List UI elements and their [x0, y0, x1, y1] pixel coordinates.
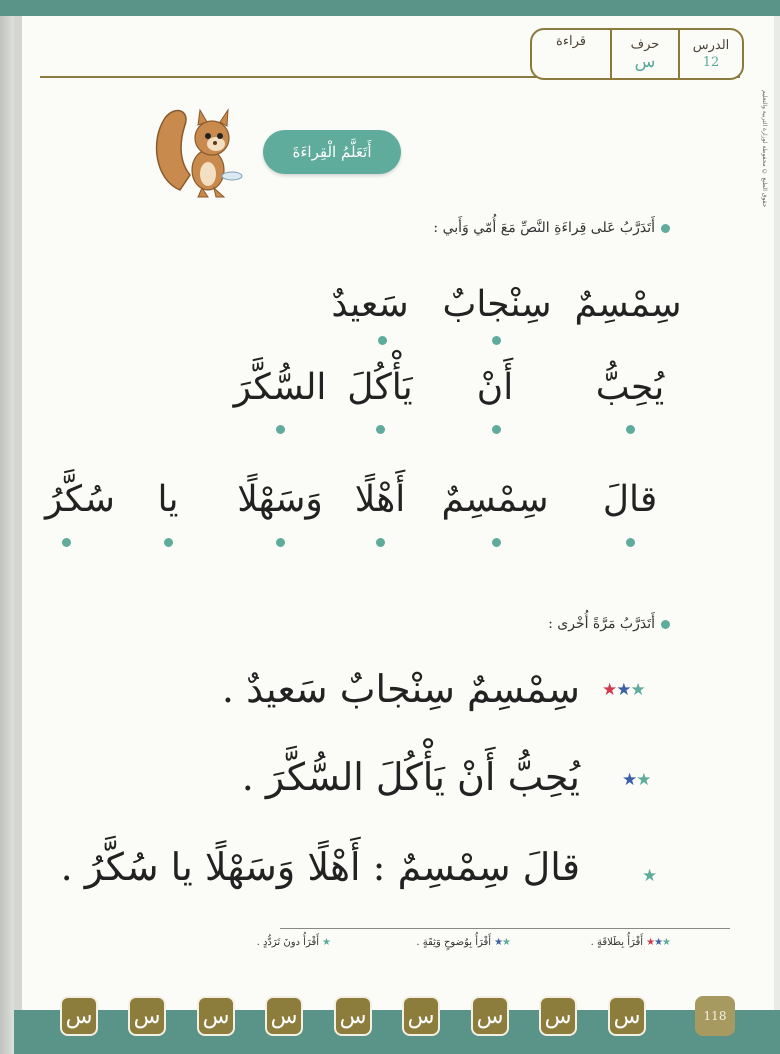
legend-hesitation: ★ أَقْرَأُ دونَ تَرَدُّدٍ . [256, 937, 330, 948]
word-row1-2: سِنْجابٌ [442, 284, 552, 325]
letter-cell [610, 30, 678, 78]
letter-tile: س [197, 996, 235, 1036]
legend-rule [280, 928, 730, 929]
word-row1-3: سَعيدٌ [331, 284, 409, 325]
lesson-cell [678, 30, 742, 78]
bullet-dot [661, 224, 670, 233]
sentence-3: قالَ سِمْسِمٌ : أَهْلًا وَسَهْلًا يا سُكَّرُ . [60, 845, 580, 889]
letter-tile: س [539, 996, 577, 1036]
letter-tile: س [608, 996, 646, 1036]
sound-dot [276, 538, 285, 547]
instruction-practice-again [548, 616, 670, 632]
sound-dot [626, 425, 635, 434]
letter-label: حرف [630, 36, 660, 52]
letter-tile: س [402, 996, 440, 1036]
legend-text: أَقْرَأُ بِطَلاقَةٍ . [590, 937, 644, 948]
sound-dot [626, 538, 635, 547]
word-row2-1: يُحِبُّ [595, 367, 665, 408]
word-row3-1: قالَ [602, 479, 658, 520]
word-row1-1: سِمْسِمٌ [574, 284, 682, 325]
squirrel-illustration [150, 100, 245, 200]
word-row2-4: السُّكَّرَ [233, 367, 327, 408]
word-row3-5: يا [157, 479, 179, 520]
page-number: 118 [695, 996, 735, 1036]
sentence-2: يُحِبُّ أَنْ يَأْكُلَ السُّكَّرَ . [241, 755, 580, 799]
three-stars-icon: ★ ★ ★ [602, 680, 645, 700]
sound-dot [62, 538, 71, 547]
letter-value: س [634, 51, 656, 72]
word-row3-3: أَهْلًا [354, 479, 406, 520]
letter-tile: س [265, 996, 303, 1036]
bullet-dot [661, 620, 670, 629]
sound-dot [376, 538, 385, 547]
word-row3-4: وَسَهْلًا [237, 479, 323, 520]
letter-tile: س [128, 996, 166, 1036]
sound-dot [376, 425, 385, 434]
two-stars-icon: ★ ★ [622, 770, 651, 790]
sound-dot [164, 538, 173, 547]
one-star-icon: ★ [642, 866, 657, 886]
section-label: قراءة [556, 34, 586, 49]
word-row2-3: يَأْكُلَ [347, 367, 413, 408]
instruction-text: أَتَدَرَّبُ مَرَّةً أُخْرى : [548, 616, 655, 632]
lesson-header-box [530, 28, 744, 80]
copyright-side-note: حقوق الطبع © محفوظة لوزارة التربية والتعليم [761, 90, 768, 208]
sound-dot [492, 336, 501, 345]
lesson-title-pill: أَتَعَلَّمُ الْقِراءَةَ [263, 130, 401, 174]
lesson-number: 12 [702, 55, 720, 70]
legend-text: أَقْرَأُ دونَ تَرَدُّدٍ . [256, 937, 320, 948]
legend-fluency: ★ ★ ★ أَقْرَأُ بِطَلاقَةٍ . [590, 937, 670, 948]
instruction-text: أَتَدَرَّبُ عَلى قِراءَةِ النَّصِّ مَعَ أُمّي وَأَبي : [433, 220, 655, 236]
sound-dot [378, 336, 387, 345]
sentence-1: سِمْسِمٌ سِنْجابٌ سَعيدٌ . [221, 667, 580, 711]
sound-dot [276, 425, 285, 434]
lesson-label: الدرس [692, 38, 730, 53]
word-row3-2: سِمْسِمٌ [441, 479, 549, 520]
section-cell [532, 30, 610, 78]
legend-clarity: ★ ★ أَقْرَأُ بِوُضوحٍ وَثِقَةٍ . [416, 937, 510, 948]
letter-tile: س [60, 996, 98, 1036]
top-color-bar [0, 0, 780, 16]
word-row2-2: أَنْ [476, 367, 514, 408]
legend-text: أَقْرَأُ بِوُضوحٍ وَثِقَةٍ . [416, 937, 492, 948]
letter-tile: س [471, 996, 509, 1036]
word-row3-6: سُكَّرُ [45, 479, 115, 520]
sound-dot [492, 425, 501, 434]
instruction-read-with-parents [433, 220, 670, 236]
sound-dot [492, 538, 501, 547]
letter-tile: س [334, 996, 372, 1036]
